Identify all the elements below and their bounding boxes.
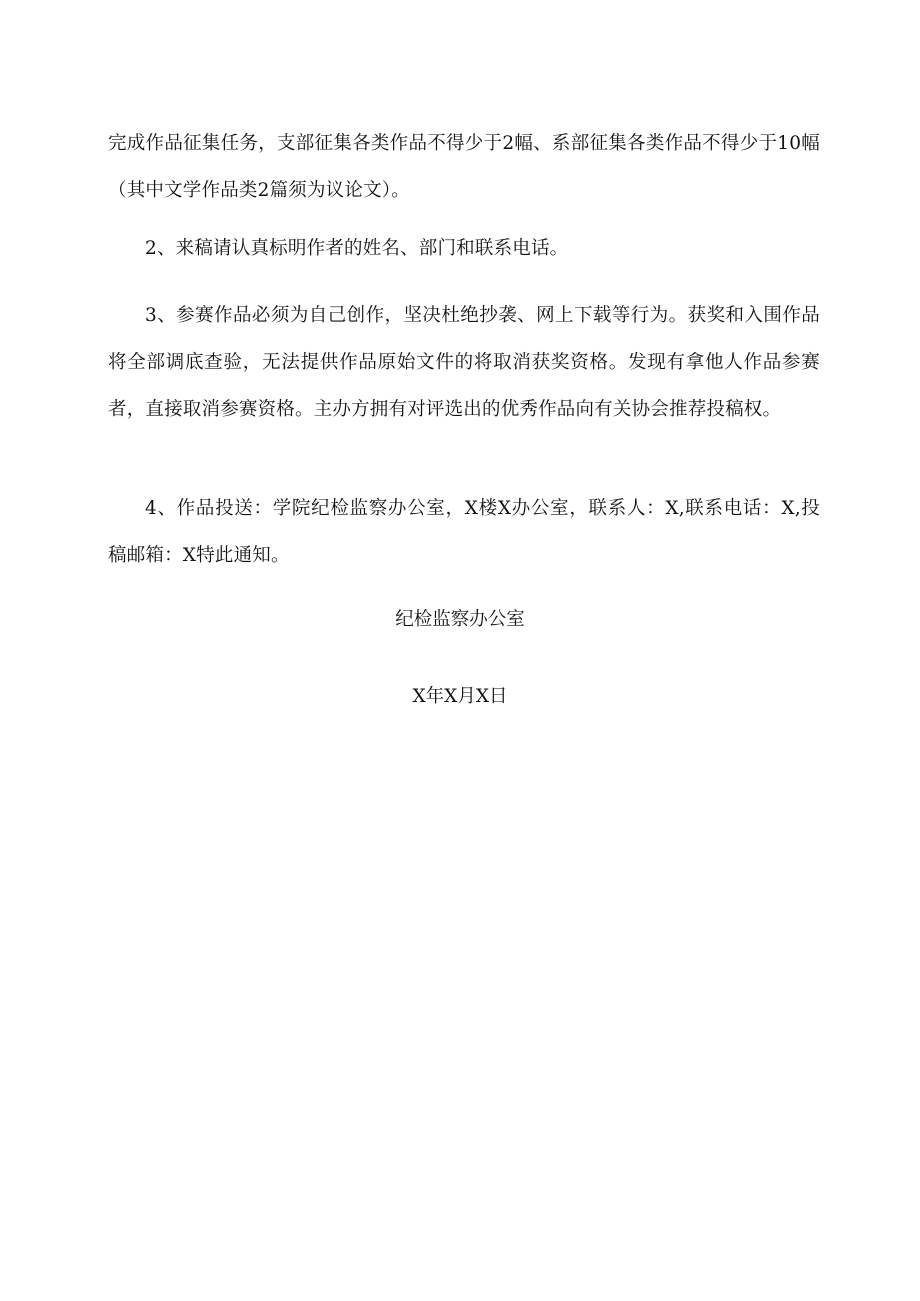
paragraph-item-2: 2、来稿请认真标明作者的姓名、部门和联系电话。 — [145, 238, 569, 259]
signature-date: X年X月X日 — [412, 686, 508, 707]
paragraph-item-4: 4、作品投送：学院纪检监察办公室，X楼X办公室，联系人：X,联系电话：X,投稿邮箱：X特此通知。 — [108, 498, 820, 566]
signature-office: 纪检监察办公室 — [395, 609, 525, 630]
paragraph-item-3: 3、参赛作品必须为自己创作，坚决杜绝抄袭、网上下载等行为。获奖和入围作品将全部调底查验，无法提供作品原始文件的将取消获奖资格。发现有拿他人作品参赛者，直接取消参赛资格。主办方拥有对评选出的优秀作品向有关协会推荐投稿权。 — [108, 305, 820, 420]
paragraph-continuation: 完成作品征集任务，支部征集各类作品不得少于2幅、系部征集各类作品不得少于10幅（其中文学作品类2篇须为议论文）。 — [108, 133, 820, 201]
